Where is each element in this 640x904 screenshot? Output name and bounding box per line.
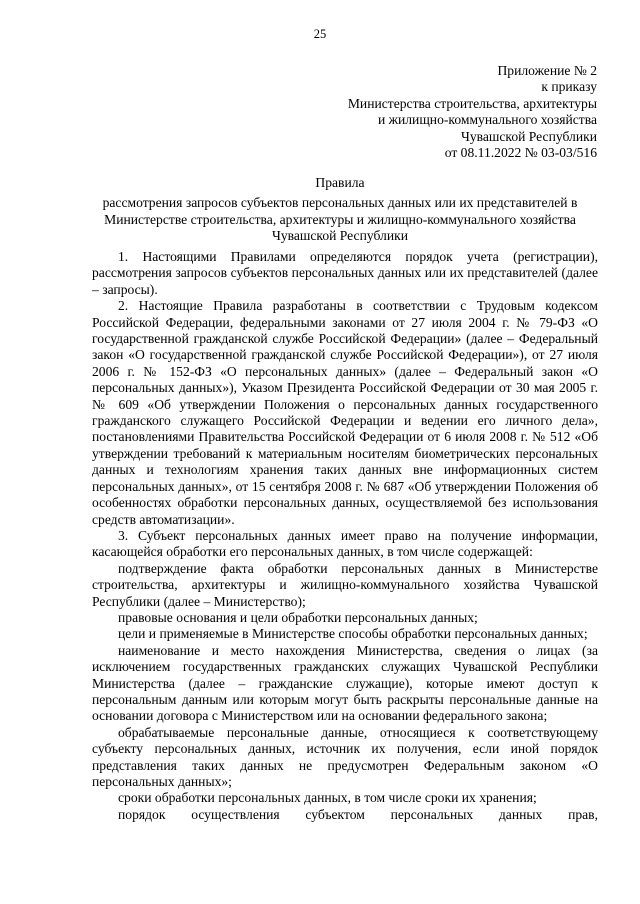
title-subtitle-line: Чувашской Республики: [272, 228, 408, 244]
title-subtitle-line: Министерстве строительства, архитектуры и жилищно-коммунального хозяйства: [104, 211, 576, 227]
approval-line: Чувашской Республики: [461, 128, 597, 144]
list-item: правовые основания и цели обработки персональных данных;: [118, 609, 478, 625]
document-body: [92, 249, 598, 823]
approval-line: и жилищно-коммунального хозяйства: [377, 112, 597, 128]
list-item: порядок осуществления субъектом персональных данных прав,: [118, 806, 598, 822]
document-title: [70, 175, 610, 245]
approval-block: [240, 63, 597, 161]
approval-line: Приложение № 2: [497, 63, 597, 78]
page-number: 25: [313, 27, 327, 41]
paragraph-1: 1. Настоящими Правилами определяются порядок учета (регистрации), рассмотрения запросов субъектов персональных данных или их представителей (далее – запросы).: [92, 249, 598, 297]
paragraph-2: 2. Настоящие Правила разработаны в соответствии с Трудовым кодексом Российской Федерации, федеральными законами от 27 июля 2004 г. № 79-ФЗ «О государственной гражданской службе Российской Федерации» (далее – Федеральный закон «О государственной гражданской службе Российской Федерации»), от 27 июля 2006 г. № 152-ФЗ «О персональных данных» (далее – Федеральный закон «О персональных данных»), Указом Президента Российской Федерации от 30 мая 2005 г. № 609 «Об утверждении Положения о персональных данных государственного гражданского служащего Российской Федерации и ведении его личного дела», постановлениями Правительства Российской Федерации от 6 июля 2008 г. № 512 «Об утверждении требований к материальным носителям биометрических персональных данных и технологиям хранения таких данных вне информационных систем персональных данных», от 15 сентября 2008 г. № 687 «Об утверждении Положения об особенностях обработки персональных данных, осуществляемой без использования средств автоматизации».: [92, 298, 598, 527]
title-heading: Правила: [315, 175, 365, 190]
paragraph-3: 3. Субъект персональных данных имеет право на получение информации, касающейся обработки его персональных данных, в том числе содержащей:: [92, 527, 598, 560]
approval-line: к приказу: [541, 79, 597, 95]
list-item: цели и применяемые в Министерстве способы обработки персональных данных;: [118, 626, 588, 642]
approval-line: Министерства строительства, архитектуры: [347, 95, 597, 111]
list-item: сроки обработки персональных данных, в том числе сроки их хранения;: [118, 790, 537, 806]
list-item: обрабатываемые персональные данные, относящиеся к соответствующему субъекту персональных данных, источник их получения, если иной порядок представления таких данных не предусмотрен Федеральным законом «О персональных данных»;: [92, 724, 598, 789]
list-item: подтверждение факта обработки персональных данных в Министерстве строительства, архитектуры и жилищно-коммунального хозяйства Чувашской Республики (далее – Министерство);: [92, 560, 598, 609]
list-item: наименование и место нахождения Министерства, сведения о лицах (за исключением государственных гражданских служащих Чувашской Республики Министерства (далее – гражданские служащие), которые имеют доступ к персональным данным или которым могут быть раскрыты персональные данные на основании договора с Министерством или на основании федерального закона;: [92, 642, 598, 724]
title-subtitle-line: рассмотрения запросов субъектов персональных данных или их представителей в: [102, 195, 578, 211]
approval-line: от 08.11.2022 № 03-03/516: [444, 145, 597, 161]
